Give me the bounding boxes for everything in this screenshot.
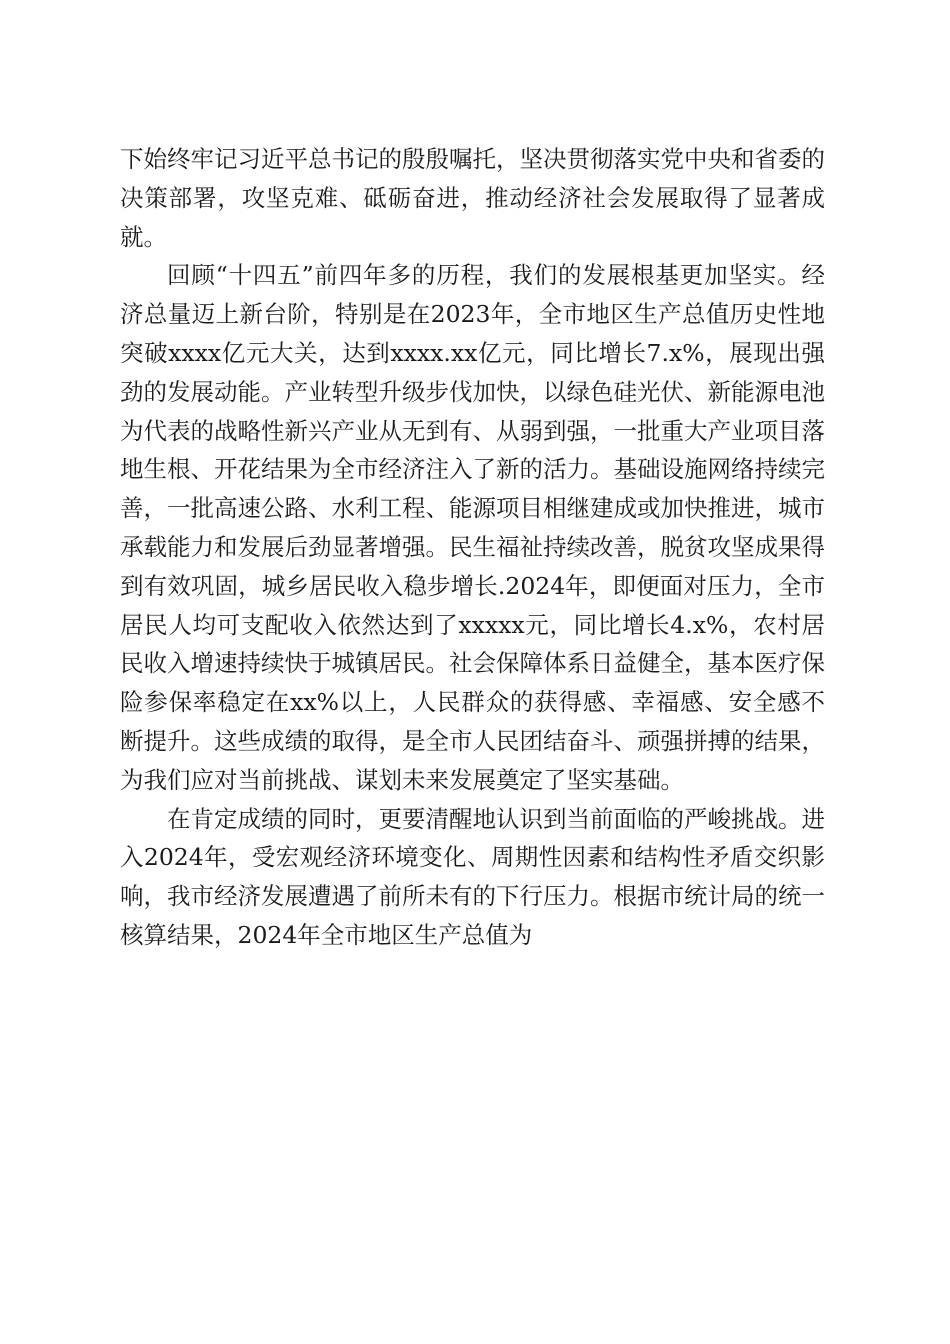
paragraph-review-achievements: 回顾“十四五”前四年多的历程，我们的发展根基更加坚实。经济总量迈上新台阶，特别是在2023年，全市地区生产总值历史性地突破xxxx亿元大关，达到xxxx.xx亿元，同比增长7.x%，展现出强劲的发展动能。产业转型升级步伐加快，以绿色硅光伏、新能源电池为代表的战略性新兴产业从无到有、从弱到强，一批重大产业项目落地生根、开花结果为全市经济注入了新的活力。基础设施网络持续完善，一批高速公路、水利工程、能源项目相继建成或加快推进，城市承载能力和发展后劲显著增强。民生福祉持续改善，脱贫攻坚成果得到有效巩固，城乡居民收入稳步增长.2024年，即便面对压力，全市居民人均可支配收入依然达到了xxxxx元，同比增长4.x%，农村居民收入增速持续快于城镇居民。社会保障体系日益健全，基本医疗保险参保率稳定在xx%以上，人民群众的获得感、幸福感、安全感不断提升。这些成绩的取得，是全市人民团结奋斗、顽强拼搏的结果，为我们应对当前挑战、谋划未来发展奠定了坚实基础。	[120, 261, 825, 794]
paragraph-challenges: 在肯定成绩的同时，更要清醒地认识到当前面临的严峻挑战。进入2024年，受宏观经济环境变化、周期性因素和结构性矛盾交织影响，我市经济发展遭遇了前所未有的下行压力。根据市统计局的统一核算结果，2024年全市地区生产总值为	[120, 804, 825, 949]
document-body	[120, 140, 825, 955]
paragraph-continuation: 下始终牢记习近平总书记的殷殷嘱托，坚决贯彻落实党中央和省委的决策部署，攻坚克难、砥砺奋进，推动经济社会发展取得了显著成就。	[120, 145, 825, 251]
